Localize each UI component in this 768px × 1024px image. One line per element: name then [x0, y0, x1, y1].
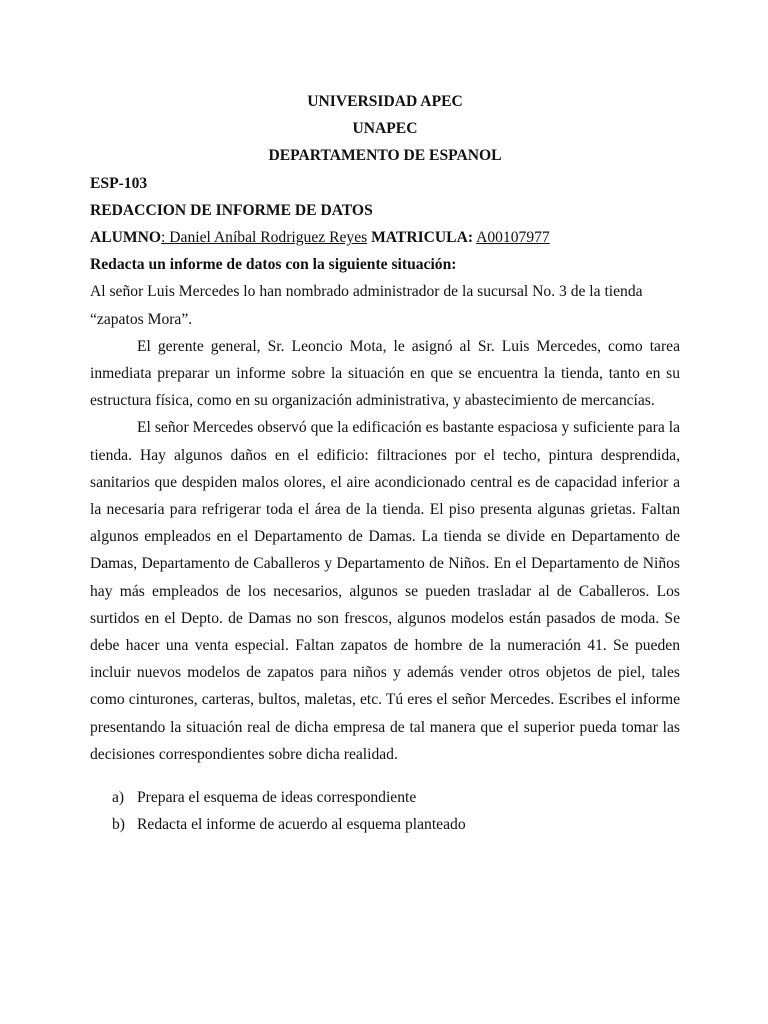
- list-item-text: Redacta el informe de acuerdo al esquema planteado: [137, 816, 466, 834]
- course-title: REDACCION DE INFORME DE DATOS: [90, 201, 373, 219]
- course-code: ESP-103: [90, 174, 148, 192]
- student-id-label: MATRICULA:: [371, 229, 474, 247]
- list-marker: a): [112, 789, 125, 807]
- task-list: [112, 784, 680, 838]
- university-acronym: UNAPEC: [352, 120, 418, 138]
- task-instruction: Redacta un informe de datos con la siguiente situación:: [90, 256, 457, 274]
- list-item: [112, 811, 680, 838]
- student-info: [90, 224, 680, 251]
- department-title: DEPARTAMENTO DE ESPANOL: [268, 147, 502, 165]
- university-title: UNIVERSIDAD APEC: [307, 93, 463, 110]
- paragraph-assignment: El gerente general, Sr. Leoncio Mota, le asignó al Sr. Luis Mercedes, como tarea inmediata preparar un informe sobre la situación en que se encuentra la tienda, tanto en su estructura física, como en su organización administrativa, y abastecimiento de mercancías.: [90, 337, 680, 410]
- student-name-label: ALUMNO: [90, 229, 162, 247]
- paragraph-intro: Al señor Luis Mercedes lo han nombrado administrador de la sucursal No. 3 de la tienda “zapatos Mora”.: [90, 283, 643, 328]
- paragraph-situation: El señor Mercedes observó que la edificación es bastante espaciosa y suficiente para la tienda. Hay algunos daños en el edificio: filtraciones por el techo, pintura desprendida, sanitarios que despiden malos olores, el aire acondicionado central es de capacidad inferior a la necesaria para refrigerar toda el área de la tienda. El piso presenta algunas grietas. Faltan algunos empleados en el Departamento de Damas. La tienda se divide en Departamento de Damas, Departamento de Caballeros y Departamento de Niños. En el Departamento de Niños hay más empleados de los necesarios, algunos se pueden trasladar al de Caballeros. Los surtidos en el Depto. de Damas no son frescos, algunos modelos están pasados de moda. Se debe hacer una venta especial. Faltan zapatos de hombre de la numeración 41. Se pueden incluir nuevos modelos de zapatos para niños y además vender otros objetos de piel, tales como cinturones, carteras, bultos, maletas, etc. Tú eres el señor Mercedes. Escribes el informe presentando la situación real de dicha empresa de tal manera que el superior pueda tomar las decisiones correspondientes sobre dicha realidad.: [90, 419, 680, 763]
- document-content: [90, 88, 680, 838]
- list-marker: b): [112, 816, 125, 834]
- student-id-value: A00107977: [476, 229, 550, 247]
- student-name-value: : Daniel Aníbal Rodriguez Reyes: [161, 229, 368, 247]
- list-item-text: Prepara el esquema de ideas correspondiente: [137, 789, 417, 807]
- list-item: [112, 784, 680, 811]
